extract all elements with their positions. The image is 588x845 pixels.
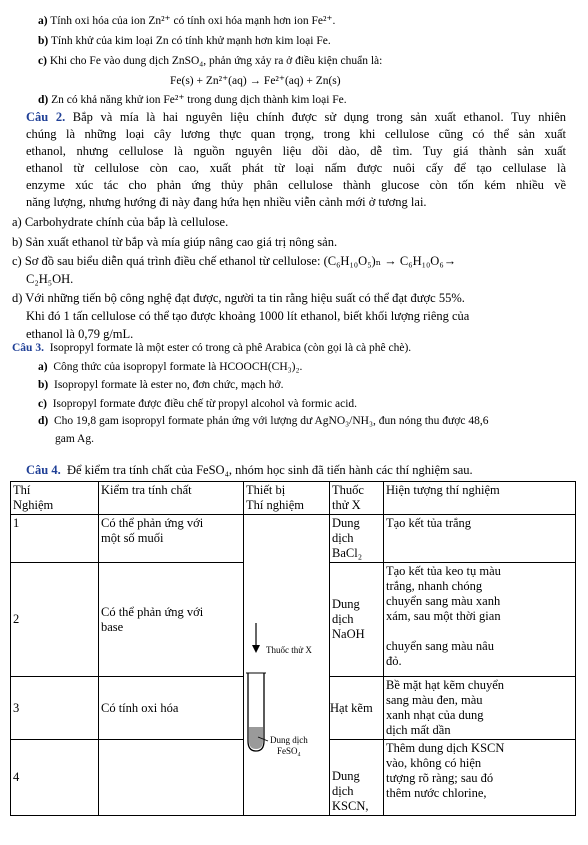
row-reagent: Dung dịch NaOH <box>330 563 384 677</box>
apparatus-figure-cell <box>244 515 330 816</box>
row-reagent: Hạt kẽm <box>330 677 384 740</box>
q1-item-b: b) Tính khử của kim loại Zn có tính khử mạnh hơn kim loại Fe. <box>38 35 331 47</box>
header-reagent: Thuốc thử X <box>330 482 384 515</box>
row-phenomenon: Thêm dung dịch KSCN vào, không có hiện tượng rõ ràng; sau đó thêm nước chlorine, <box>384 740 576 816</box>
feso4-solution-label: Dung dịch FeSO₄ <box>270 735 308 756</box>
q2-paragraph-line-2: chúng là những loại cây lương thực quan trọng, trong khi cellulose cũng có thể sản xuất <box>26 127 566 141</box>
q1-equation: Fe(s) + Zn²⁺(aq) → Fe²⁺(aq) + Zn(s) <box>170 75 341 87</box>
q2-paragraph-line-5: enzyme xúc tác cho phản ứng thủy phân cellulose thành glucose còn tốn kém nhiều về <box>26 178 566 192</box>
experiment-table <box>10 481 576 816</box>
q3-item-a: a) Công thức của isopropyl formate là HCOOCH(CH₃)₂. <box>38 361 303 373</box>
q3-item-d: d) Cho 19,8 gam isopropyl formate phản ứng với lượng dư AgNO₃/NH₃, đun nóng thu được 48,6 <box>38 415 489 427</box>
q2-paragraph-line-6: năng lượng, nhưng hướng đi này đang hứa hẹn nhiều viễn cảnh mới ở tương lai. <box>26 195 427 209</box>
q2-statement-b: b) Sản xuất ethanol từ bắp và mía giúp nâng cao giá trị nông sản. <box>12 235 338 249</box>
test-tube-figure <box>244 515 330 845</box>
q2-statement-c: c) Sơ đồ sau biểu diễn quá trình điều chế ethanol từ cellulose: (C₆H₁₀O₅)ₙ → C₆H₁₀O₆→ <box>12 254 457 268</box>
row-number: 1 <box>11 515 99 563</box>
reagent-x-label: Thuốc thử X <box>266 645 312 655</box>
row-property: Có tính oxi hóa <box>99 677 244 740</box>
table-row <box>11 515 576 563</box>
table-header-row <box>11 482 576 515</box>
q3-item-b: b) Isopropyl formate là ester no, đơn chức, mạch hở. <box>38 379 284 391</box>
q2-statement-d-cont-2: ethanol là 0,79 g/mL. <box>26 327 134 341</box>
q2-statement-d: d) Với những tiến bộ công nghệ đạt được, người ta tin rằng hiệu suất có thể đạt được 55%. <box>12 291 465 305</box>
q4-intro: Câu 4. Để kiểm tra tính chất của FeSO₄, nhóm học sinh đã tiến hành các thí nghiệm sau. <box>26 463 473 477</box>
header-apparatus: Thiết bị Thí nghiệm <box>244 482 330 515</box>
q3-item-c: c) Isopropyl formate được điều chế từ propyl alcohol và formic acid. <box>38 398 358 410</box>
q1-item-d: d) Zn có khả năng khử ion Fe²⁺ trong dung dịch thành kim loại Fe. <box>38 94 347 106</box>
header-property: Kiểm tra tính chất <box>99 482 244 515</box>
row-property: Có thể phản ứng với một số muối <box>99 515 244 563</box>
q2-paragraph-line-4: ethanol từ cellulose còn cao, xuất phát từ loại nấm được nuôi cấy để tạo cellulase là <box>26 161 566 175</box>
q2-statement-a: a) Carbohydrate chính của bắp là cellulose. <box>12 215 229 229</box>
row-number: 2 <box>11 563 99 677</box>
q2-paragraph-line-1: Câu 2. Bắp và mía là hai nguyên liệu chính được sử dụng trong sản xuất ethanol. Tuy nhiên <box>26 110 567 124</box>
header-phenomenon: Hiện tượng thí nghiệm <box>384 482 576 515</box>
q3-item-d-cont: gam Ag. <box>55 433 94 445</box>
header-experiment: Thí Nghiệm <box>11 482 99 515</box>
q1-item-c: c) Khi cho Fe vào dung dịch ZnSO₄, phản ứng xảy ra ở điều kiện chuẩn là: <box>38 55 383 67</box>
row-property: Có thể phản ứng với base <box>99 563 244 677</box>
q1-item-a: a) Tính oxi hóa của ion Zn²⁺ có tính oxi hóa mạnh hơn ion Fe²⁺. <box>38 15 336 27</box>
row-property <box>99 740 244 816</box>
row-number: 3 <box>11 677 99 740</box>
row-reagent: Dung dịch KSCN, <box>330 740 384 816</box>
q2-paragraph-line-3: ethanol, nhưng cellulose là nguồn nguyên liệu dồi dào, dễ tìm. Tuy giá thành sản xuất <box>26 144 566 158</box>
row-phenomenon: Tạo kết tủa keo tụ màu trắng, nhanh chóng chuyển sang màu xanh xám, sau một thời gian chuyển sang màu nâu đỏ. <box>384 563 576 677</box>
q2-statement-d-cont-1: Khi đó 1 tấn cellulose có thể tạo được khoảng 1000 lít ethanol, biết khối lượng riêng của <box>26 309 470 323</box>
row-number: 4 <box>11 740 99 816</box>
row-reagent: Dung dịch BaCl₂ <box>330 515 384 563</box>
row-phenomenon: Bề mặt hạt kẽm chuyển sang màu đen, màu xanh nhạt của dung dịch mất dần <box>384 677 576 740</box>
q3-intro: Câu 3. Isopropyl formate là một ester có trong cà phê Arabica (còn gọi là cà phê chè). <box>12 342 412 354</box>
row-phenomenon: Tạo kết tủa trắng <box>384 515 576 563</box>
q2-statement-c-cont: C₂H₅OH. <box>26 272 74 286</box>
